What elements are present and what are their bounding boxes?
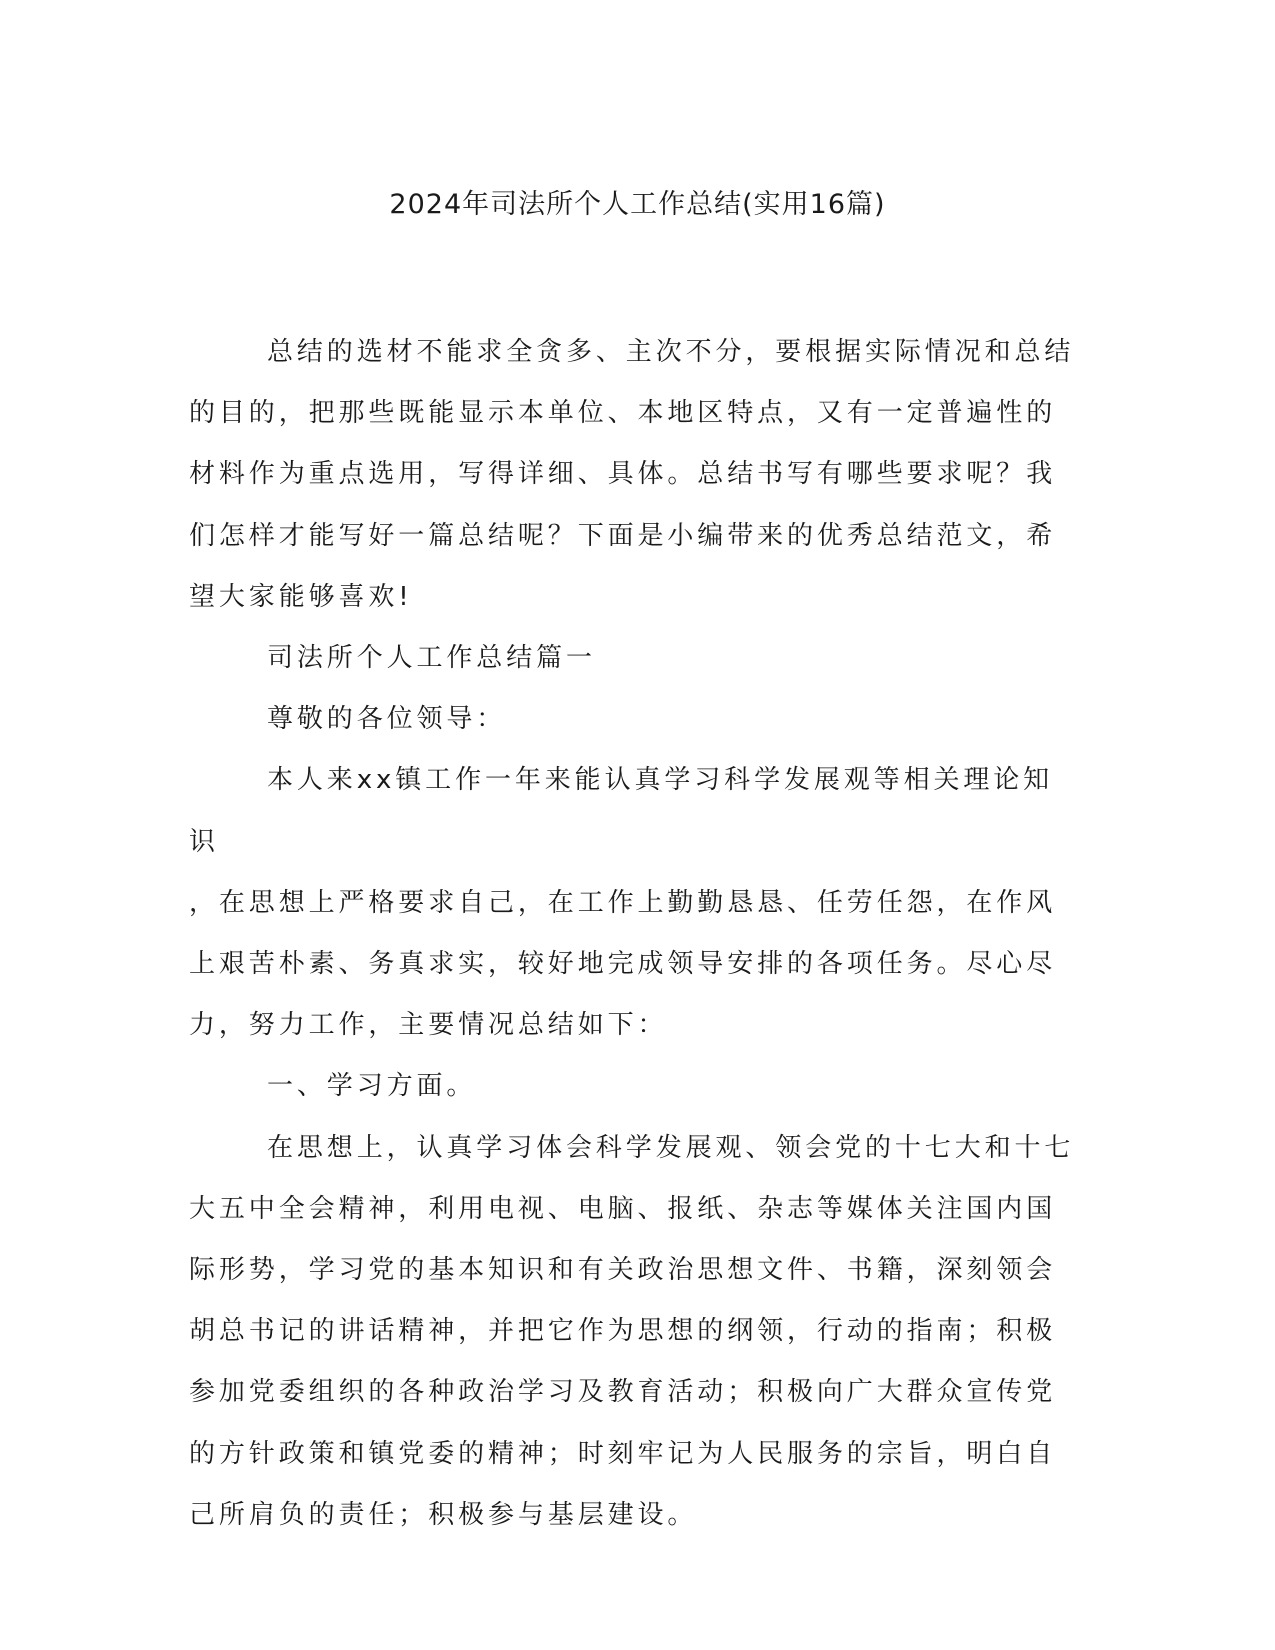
document-body [189, 322, 1079, 1546]
body-paragraph: 本人来xx镇工作一年来能认真学习科学发展观等相关理论知识 [189, 765, 1054, 857]
salutation: 尊敬的各位领导： [267, 704, 507, 735]
section-heading: 司法所个人工作总结篇一 [267, 643, 596, 674]
document-title: 2024年司法所个人工作总结(实用16篇) [389, 189, 886, 220]
intro-paragraph: 总结的选材不能求全贪多、主次不分，要根据实际情况和总结的目的，把那些既能显示本单位、本地区特点，又有一定普遍性的材料作为重点选用，写得详细、具体。总结书写有哪些要求呢？我们怎样才能写好一篇总结呢？下面是小编带来的优秀总结范文，希望大家能够喜欢! [189, 337, 1075, 612]
body-paragraph-continued: ，在思想上严格要求自己，在工作上勤勤恳恳、任劳任怨，在作风上艰苦朴素、务真求实，较好地完成领导安排的各项任务。尽心尽力，努力工作，主要情况总结如下： [189, 887, 1057, 1041]
body-paragraph: 在思想上，认真学习体会科学发展观、领会党的十七大和十七大五中全会精神，利用电视、电脑、报纸、杂志等媒体关注国内国际形势，学习党的基本知识和有关政治思想文件、书籍，深刻领会胡总书记的讲话精神，并把它作为思想的纲领，行动的指南；积极参加党委组织的各种政治学习及教育活动；积极向广大群众宣传党的方针政策和镇党委的精神；时刻牢记为人民服务的宗旨，明白自己所肩负的责任；积极参与基层建设。 [189, 1132, 1075, 1530]
subsection-heading: 一、学习方面。 [267, 1071, 477, 1102]
